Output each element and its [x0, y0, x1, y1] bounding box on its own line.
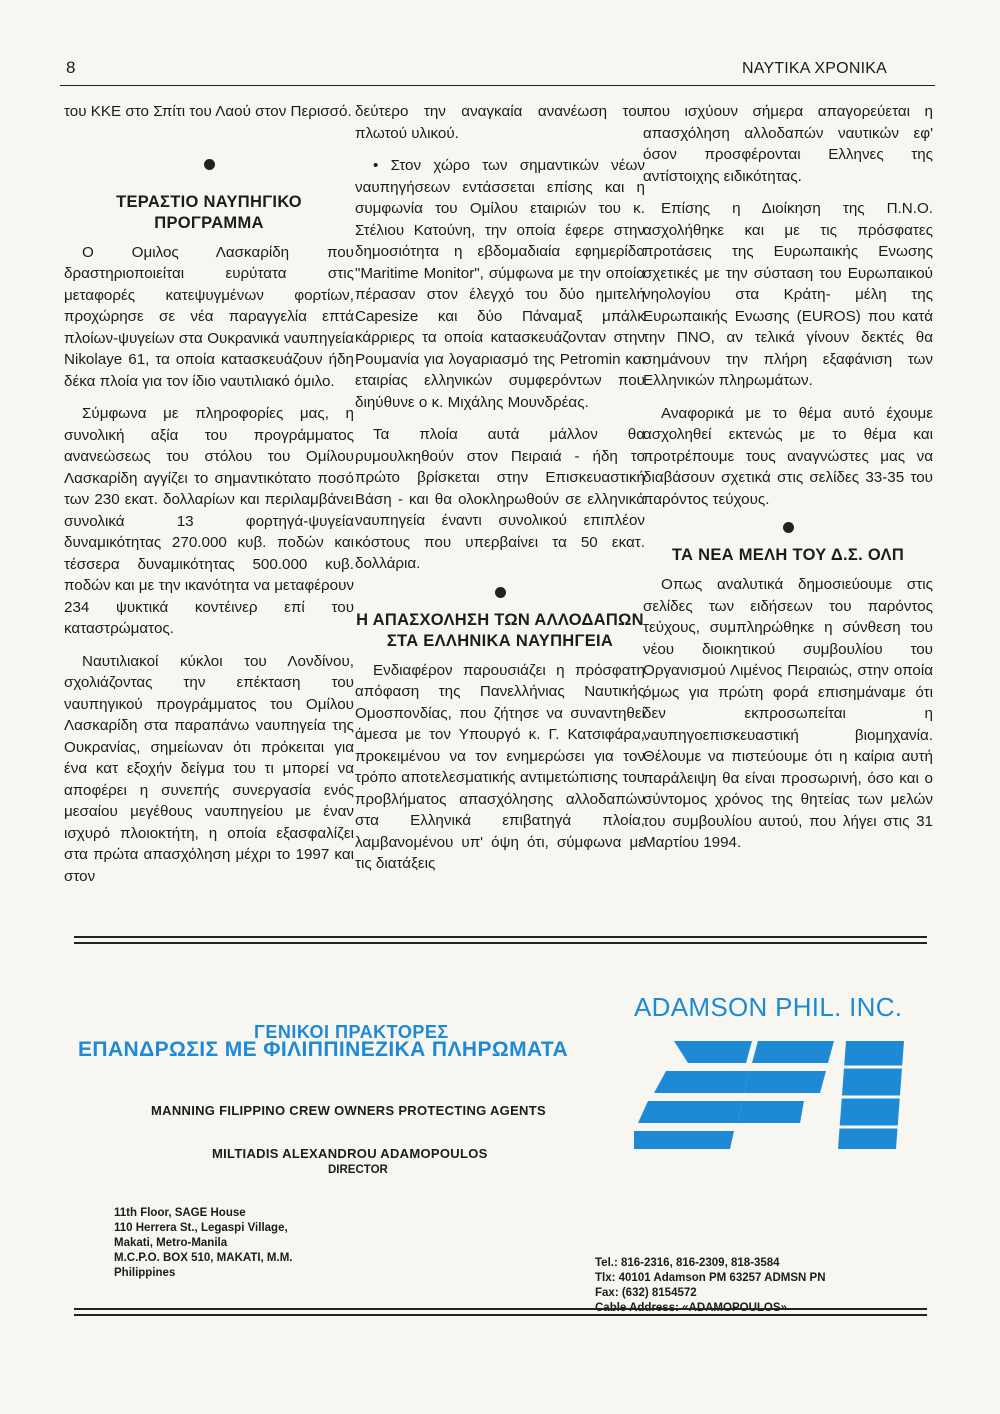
advert-director-title: DIRECTOR [328, 1164, 388, 1176]
advert-address [114, 1206, 293, 1281]
advert-company-name: ADAMSON PHIL. INC. [634, 992, 903, 1022]
col3-intro: που ισχύουν σήμερα απαγορεύεται η απασχόληση αλλοδαπών ναυτικών εφ' όσον προσφέρονται Ελληνες της αντίστοιχης ειδικότητας. [643, 103, 933, 185]
advert-contact [595, 1256, 826, 1316]
contact-line: Fax: (632) 8154572 [595, 1287, 697, 1299]
col3-paragraph-2: Αναφορικά με το θέμα αυτό έχουμε ασχοληθεί εκτενώς με το θέμα και προτρέπουμε τους αναγνώστες μας να διαβάσουν σχετικά στις σελίδες 33-35 του παρόντος τεύχους. [643, 404, 933, 508]
advert-title-line-2: ΕΠΑΝΔΡΩΣΙΣ ΜΕ ΦΙΛΙΠΠΙΝΕΖΙΚΑ ΠΛΗΡΩΜΑΤΑ [78, 1038, 569, 1061]
advert-title-line-1: ΓΕΝΙΚΟΙ ΠΡΑΚΤΟΡΕΣ [254, 1022, 449, 1042]
address-line: 11th Floor, SAGE House [114, 1207, 246, 1219]
bullet-separator [783, 522, 794, 533]
article-heading-foreign-workers: Η ΑΠΑΣΧΟΛΗΣΗ ΤΩΝ ΑΛΛΟΔΑΠΩΝ ΣΤΑ ΕΛΛΗΝΙΚΑ ΝΑΥΠΗΓΕΙΑ [356, 610, 644, 650]
advert-bottom-rule [74, 1308, 927, 1316]
col2-paragraph-3: Ενδιαφέρον παρουσιάζει η πρόσφατη απόφαση της Πανελλήνιας Ναυτικής Ομοσπονδίας, που ζήτησε να συναντηθεί άμεσα με τον Υπουργό κ. Γ. Κατσιφάρα, προκειμένου να τον ενημερώσει για τον τρόπο αποτελεσματικής αντιμετώπισης του προβλήματος απασχόλησης αλλοδαπών στα Ελληνικά επιβατηγά πλοία, λαμβανομένου υπ' όψη ότι, σύμφωνα με τις διατάξεις [355, 661, 645, 872]
contact-line: Tlx: 40101 Adamson PM 63257 ADMSN PN [595, 1272, 826, 1284]
col1-paragraph-2: Σύμφωνα με πληροφορίες μας, η συνολική αξία του προγράμματος ανανεώσεως του στόλου του Ομίλου Λασκαρίδη αγγίζει το σημαντικότατο ποσό των 230 εκατ. δολλαρίων και περιλαμβάνει συνολικά 13 φορτηγά-ψυγεία δυναμικότητας 270.000 κυβ. ποδών και τέσσερα δυναμικότητας 500.000 κυβ. ποδών και με την ικανότητα να μεταφέρουν 234 ψυκτικά κοντέινερ επί του καταστρώματος. [64, 405, 354, 637]
article-heading-olp-board: ΤΑ ΝΕΑ ΜΕΛΗ ΤΟΥ Δ.Σ. ΟΛΠ [671, 546, 905, 564]
page-number: 8 [66, 58, 76, 77]
bullet-separator [495, 587, 506, 598]
col1-paragraph-1: Ο Ομιλος Λασκαρίδη που δραστηριοποιείται ευρύτατα στις μεταφορές κατεψυγμένων φορτίων, προχώρησε σε νέα παραγγελία επτά πλοίων-ψυγείων στα Ουκρανικά ναυπηγεία Nikolaye 61, τα οποία κατασκευάζουν ήδη δέκα πλοία για τον ίδιο ναυτιλιακό όμιλο. [64, 243, 354, 390]
contact-line: Tel.: 816-2316, 816-2309, 818-3584 [595, 1257, 780, 1269]
col1-intro: του ΚΚΕ στο Σπίτι του Λαού στον Περισσό. [64, 103, 352, 120]
col3-paragraph-3: Οπως αναλυτικά δημοσιεύουμε στις σελίδες των ειδήσεων του παρόντος τεύχους, συμπληρώθηκε η σύνθεση του νέου διοικητικού συμβουλίου του Οργανισμού Λιμένος Πειραιώς, στην οποία όμως για πρώτη φορά επισημάναμε ότι δεν εκπροσωπείται η ναυπηγοεπισκευαστική βιομηχανία. Θέλουμε να πιστεύουμε ότι η καίρια αυτή παράλειψη θα είναι προσωρινή, όσο και ο σύντομος χρόνος της θητείας των μελών του συμβουλίου αυτού, που λήγει στις 31 Μαρτίου 1994. [643, 576, 933, 851]
address-line: M.C.P.O. BOX 510, MAKATI, M.M. [114, 1252, 293, 1264]
api-logo [634, 1033, 906, 1151]
column-3 [643, 101, 933, 854]
col3-paragraph-1: Επίσης η Διοίκηση της Π.Ν.Ο. ασχολήθηκε και με τις πρόσφατες προτάσεις της Ευρωπαικής Ενωσης σχετικές με την σύσταση του Ευρωπαικού νηολογίου στα Κράτη- μέλη της Ευρωπαικής Ενωσης (EUROS) που κατά την ΠΝΟ, αν τελικά γίνουν δεκτές θα σημάνουν την πλήρη εξαφάνιση των Ελληνικών πληρωμάτων. [643, 200, 933, 389]
running-head: ΝΑΥΤΙΚΑ ΧΡΟΝΙΚΑ [742, 60, 887, 77]
bullet-separator [204, 159, 215, 170]
column-1 [64, 101, 354, 887]
address-line: Makati, Metro-Manila [114, 1237, 228, 1249]
advert-top-rule [74, 936, 927, 944]
advert-tagline: MANNING FILIPPINO CREW OWNERS PROTECTING AGENTS [151, 1103, 546, 1118]
header-rule [60, 85, 935, 86]
col2-intro: δεύτερο την αναγκαία ανανέωση του πλωτού υλικού. [355, 103, 645, 142]
address-line: 110 Herrera St., Legaspi Village, [114, 1222, 288, 1234]
col2-paragraph-1: • Στον χώρο των σημαντικών νέων ναυπηγήσεων εντάσσεται επίσης και η συμφωνία του Ομίλου εταιριών του κ. Στέλιου Κατούνη, την οποία έφερε στην δημοσιότητα η εβδομαδιαία εφημερίδα "Maritime Monitor", σύμφωνα με την οποία πέρασαν στον έλεγχό του δύο ημιτελή Capesize και δύο Πάναμαξ μπάλκ κάρριερς τα οποία κατασκευάζονταν στην Ρουμανία για λογαριασμό της Petromin και εταιρίας ελληνικών συμφερόντων που διηύθυνε ο κ. Μιχάλης Μουνδρέας. [355, 157, 645, 411]
col1-paragraph-3: Ναυτιλιακοί κύκλοι του Λονδίνου, σχολιάζοντας την επέκταση του ναυπηγικού προγράμματος του Ομίλου Λασκαρίδη στα παραπάνω ναυπηγεία της Ουκρανίας, σημείωναν ότι πρόκειται για ένα κατ εξοχήν δείγμα του τι μπορεί να αποφέρει η συνεπής συνεργασία ενός μεσαίου μεγέθους ναυπηγείου με έναν ισχυρό πλοιοκτήτη, η οποία εξασφαλίζει στα πρώτα απασχόληση μέχρι το 1997 και στον [64, 652, 354, 885]
col2-paragraph-2: Τα πλοία αυτά μάλλον θα ρυμουλκηθούν στον Πειραιά - ήδη το πρώτο βρίσκεται στην Επισκευαστική Βάση - και θα ολοκληρωθούν σε ελληνικά ναυπηγεία έναντι συνολικού επιπλέον κόστους που υπερβαίνει τα 50 εκατ. δολλάρια. [355, 426, 645, 572]
advert-director-name: MILTIADIS ALEXANDROU ADAMOPOULOS [212, 1146, 488, 1161]
contact-line: Cable Address: «ADAMOPOULOS» [595, 1302, 787, 1314]
address-line: Philippines [114, 1267, 176, 1279]
column-2 [355, 101, 645, 875]
article-heading-shipbuilding: ΤΕΡΑΣΤΙΟ ΝΑΥΠΗΓΙΚΟ ΠΡΟΓΡΑΜΜΑ [116, 192, 302, 232]
